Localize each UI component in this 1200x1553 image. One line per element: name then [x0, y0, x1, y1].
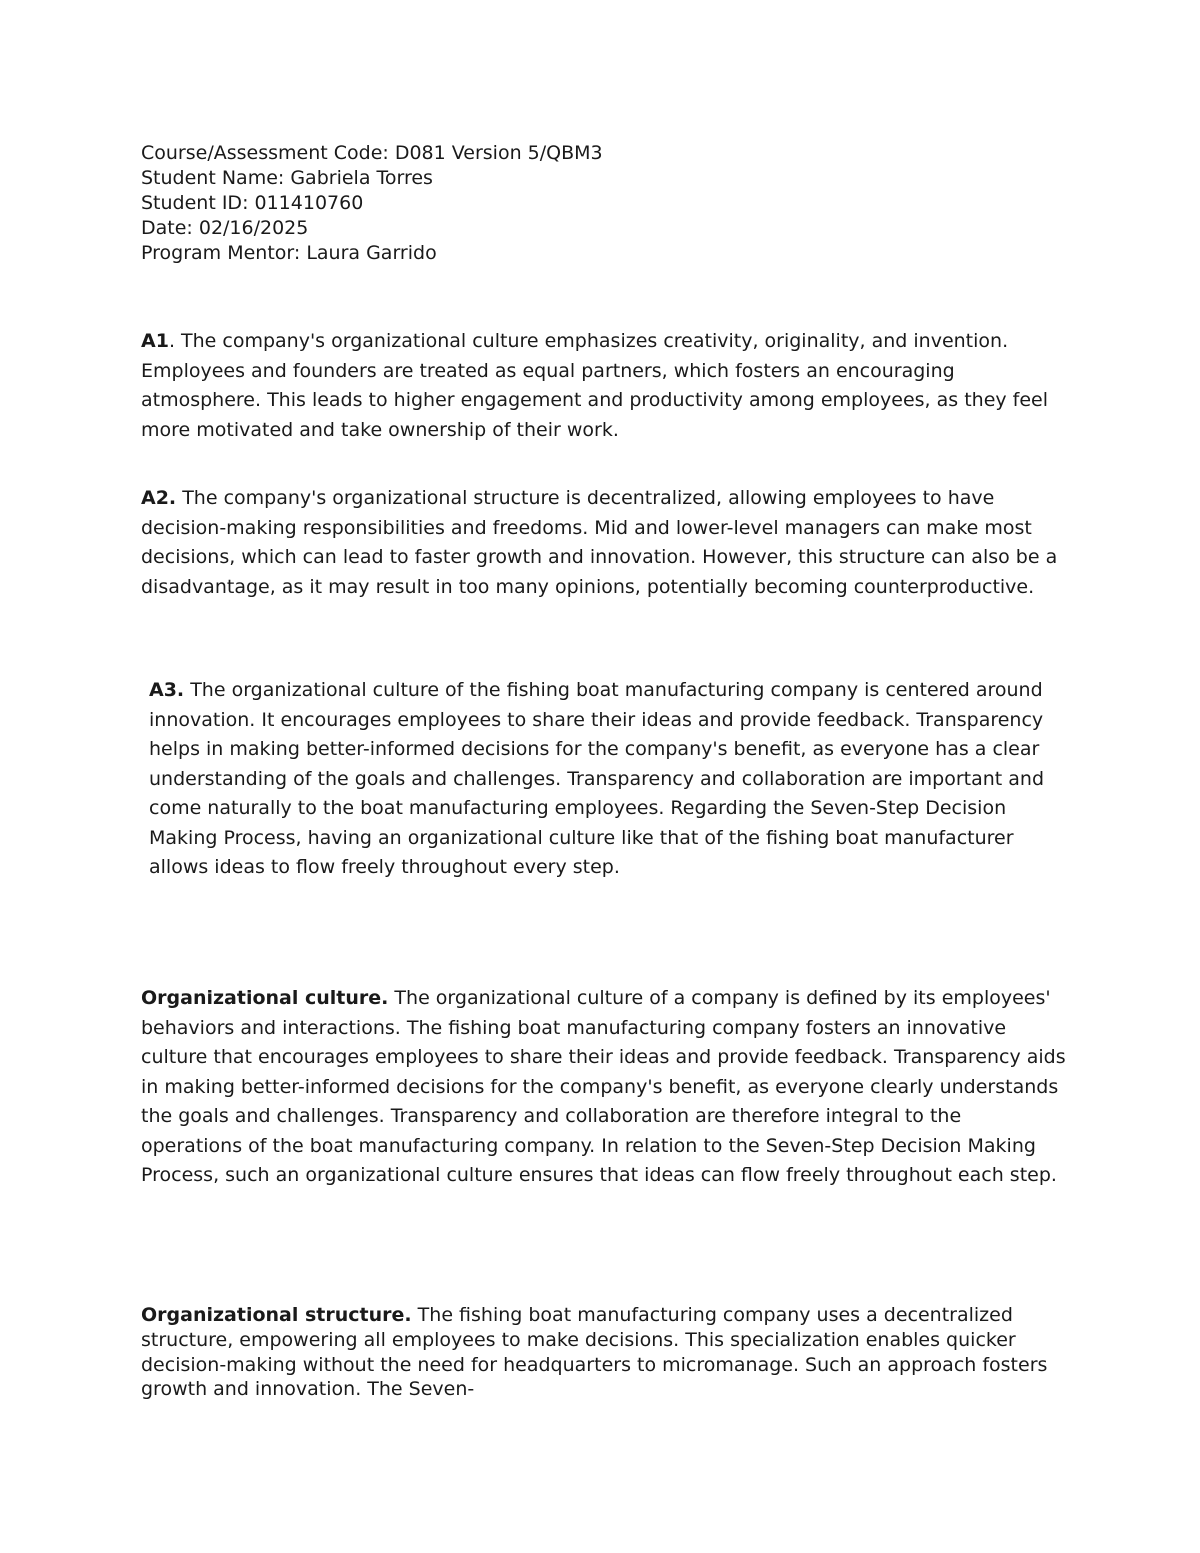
section-a3-text: The organizational culture of the fishing boat manufacturing company is centered around innovation. It encourages employees to share their ideas and provide feedback. Transparency helps in making better-informed decisions for the company's benefit, as everyone has a clear understanding of the goals and challenges. Transparency and collaboration are important and come naturally to the boat manufacturing employees. Regarding the Seven-Step Decision Making Process, having an organizational culture like that of the fishing boat manufacturer allows ideas to flow freely throughout every step.: [149, 679, 1045, 878]
date: Date: 02/16/2025: [141, 217, 309, 239]
section-organizational-culture-label: Organizational culture.: [141, 987, 389, 1009]
section-organizational-culture-text: The organizational culture of a company is defined by its employees' behaviors and interactions. The fishing boat manufacturing company fosters an innovative culture that encourages employees to share their ideas and provide feedback. Transparency aids in making better-informed decisions for the company's benefit, as everyone clearly understands the goals and challenges. Transparency and collaboration are therefore integral to the operations of the boat manufacturing company. In relation to the Seven-Step Decision Making Process, such an organizational culture ensures that ideas can flow freely throughout each step.: [141, 987, 1066, 1186]
section-a2: [141, 484, 1066, 602]
section-organizational-culture: [141, 984, 1066, 1191]
section-a3-label: A3.: [149, 679, 185, 701]
section-organizational-structure: [141, 1303, 1066, 1402]
section-a3: [149, 676, 1067, 883]
program-mentor: Program Mentor: Laura Garrido: [141, 242, 437, 264]
section-organizational-structure-label: Organizational structure.: [141, 1304, 412, 1326]
section-a1-text: . The company's organizational culture emphasizes creativity, originality, and invention. Employees and founders are treated as equal partners, which fosters an encouraging atmosphere. This leads to higher engagement and productivity among employees, as they feel more motivated and take ownership of their work.: [141, 330, 1049, 441]
section-a2-label: A2.: [141, 487, 177, 509]
student-id: Student ID: 011410760: [141, 192, 364, 214]
section-a1-label: A1: [141, 330, 169, 352]
section-a2-text: The company's organizational structure is decentralized, allowing employees to have decision-making responsibilities and freedoms. Mid and lower-level managers can make most decisions, which can lead to faster growth and innovation. However, this structure can also be a disadvantage, as it may result in too many opinions, potentially becoming counterproductive.: [141, 487, 1058, 598]
course-code: Course/Assessment Code: D081 Version 5/QBM3: [141, 142, 603, 164]
section-a1: [141, 327, 1066, 445]
section-organizational-structure-text: The fishing boat manufacturing company uses a decentralized structure, empowering all employees to make decisions. This specialization enables quicker decision-making without the need for headquarters to micromanage. Such an approach fosters growth and innovation. The Seven-: [141, 1304, 1048, 1401]
document-header: [141, 141, 1061, 266]
student-name: Student Name: Gabriela Torres: [141, 167, 433, 189]
